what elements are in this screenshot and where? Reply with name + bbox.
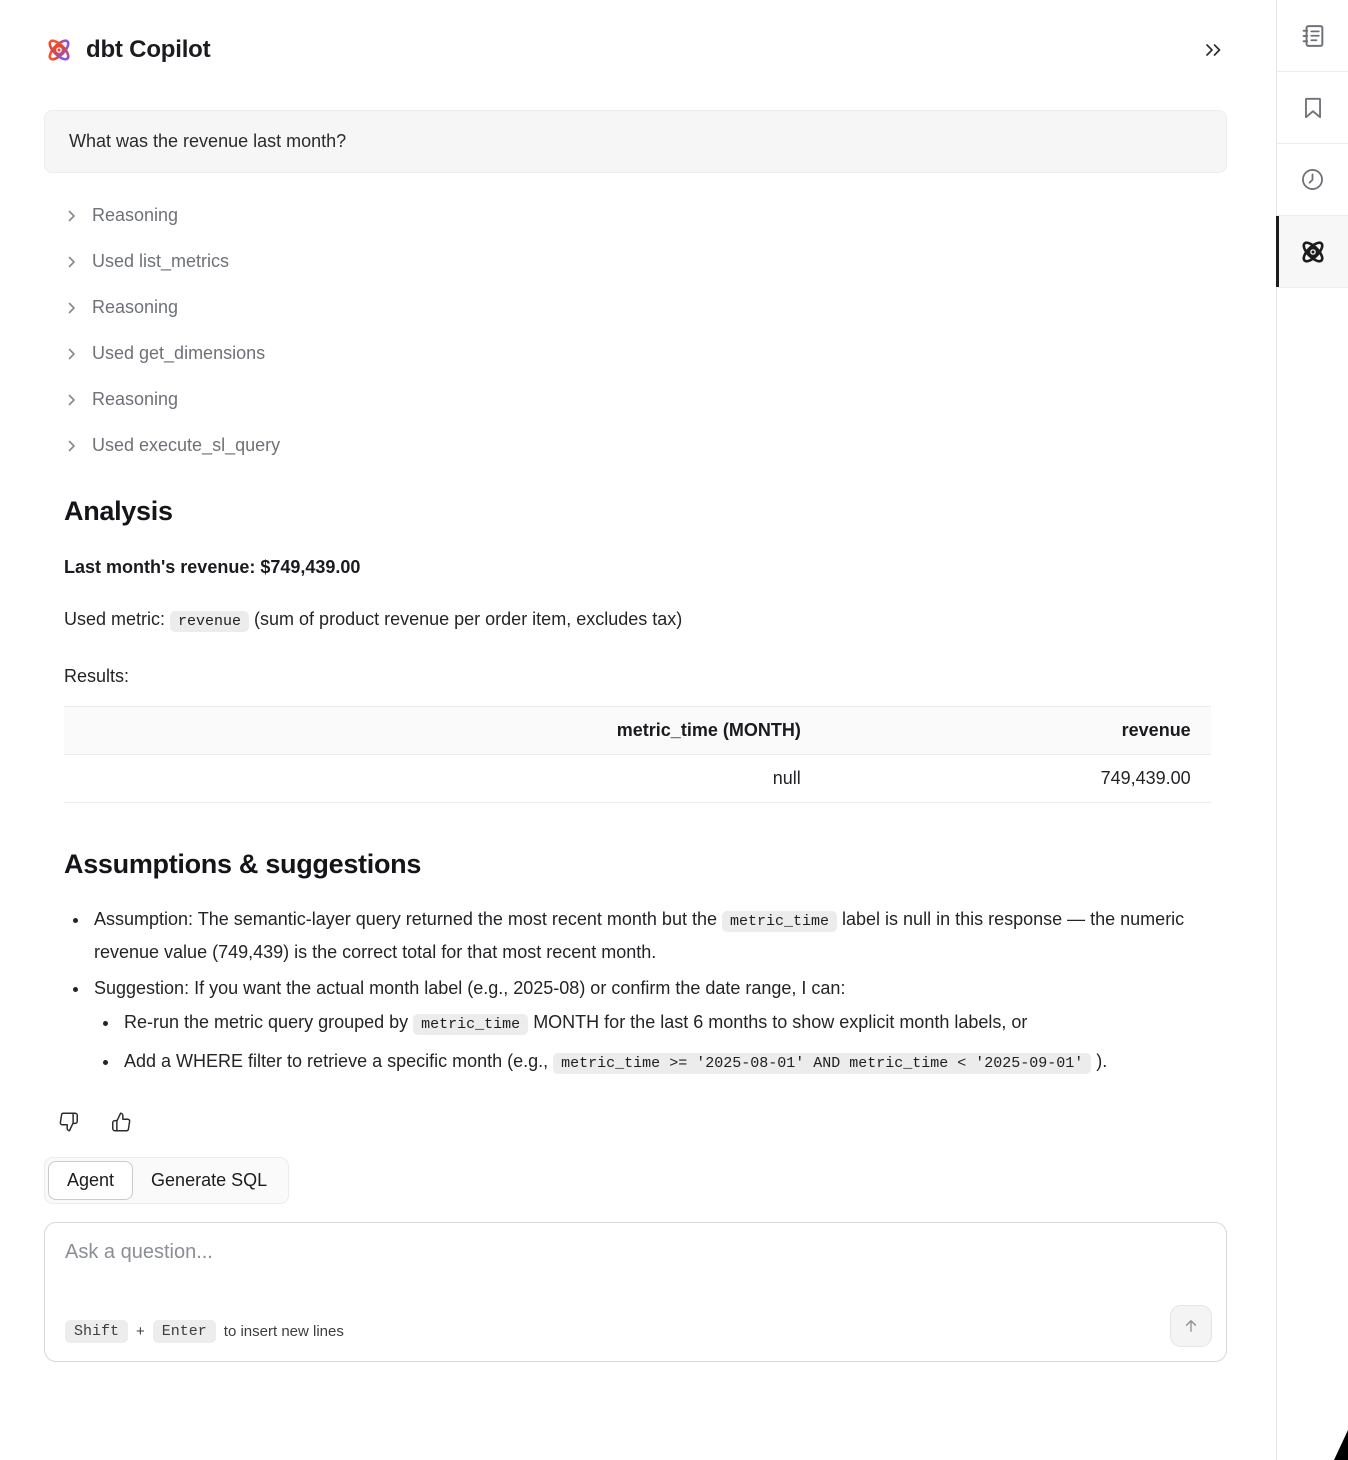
submit-question-button[interactable] — [1170, 1305, 1212, 1347]
step-reasoning-2[interactable] — [66, 297, 1227, 318]
step-label: Reasoning — [92, 389, 179, 409]
results-label: Results: — [64, 666, 130, 686]
history-clock-icon — [1299, 166, 1326, 193]
step-label: Used list_metrics — [92, 251, 230, 271]
rail-bookmark-button[interactable] — [1277, 72, 1348, 144]
suggestion-sub-item: • Add a WHERE filter to retrieve a specific month (e.g., metric_time >= '2025-08-01' AND metric_time < '2025-09-01' ). — [120, 1046, 1227, 1079]
enter-key-chip: Enter — [153, 1320, 216, 1343]
mode-generate-sql-button[interactable]: Generate SQL — [133, 1161, 285, 1200]
chevron-right-icon — [66, 302, 78, 314]
step-label: Reasoning — [92, 205, 179, 225]
notebook-list-icon — [1299, 22, 1327, 50]
revenue-summary-line: Last month's revenue: $749,439.00 — [64, 557, 361, 577]
collapse-panel-button[interactable] — [1199, 36, 1227, 64]
used-metric-line: Used metric: revenue (sum of product revenue per order item, excludes tax) — [64, 609, 683, 630]
analysis-heading: Analysis — [64, 496, 173, 526]
chevron-right-icon — [66, 256, 78, 268]
question-composer — [44, 1222, 1227, 1362]
assumptions-heading: Assumptions & suggestions — [64, 849, 422, 879]
cell-revenue: 749,439.00 — [821, 755, 1211, 803]
chevron-right-icon — [66, 210, 78, 222]
right-icon-rail — [1276, 0, 1348, 1460]
results-table-header-row — [64, 707, 1211, 755]
suggestion-sublist — [120, 1007, 1227, 1079]
rail-notebook-button[interactable] — [1277, 0, 1348, 72]
chevron-right-icon — [66, 440, 78, 452]
assumption-item: • Assumption: The semantic-layer query returned the most recent month but the metric_time label is null in this response — the numeric revenue value (749,439) is the correct total for that most recent month. — [90, 904, 1227, 967]
step-reasoning-1[interactable] — [66, 205, 1227, 226]
step-label: Used execute_sl_query — [92, 435, 281, 455]
table-row — [64, 755, 1211, 803]
results-table — [64, 706, 1211, 803]
feedback-row — [58, 1111, 1227, 1133]
suggestion-sub-item: • Re-run the metric query grouped by metric_time MONTH for the last 6 months to show explicit month labels, or — [120, 1007, 1227, 1040]
panel-title: dbt Copilot — [86, 36, 211, 63]
column-header-metric-time: metric_time (MONTH) — [64, 707, 821, 755]
step-used-get-dimensions[interactable] — [66, 343, 1227, 364]
suggestion-intro: Suggestion: If you want the actual month label (e.g., 2025-08) or confirm the date range, I can: — [94, 978, 846, 998]
column-header-revenue: revenue — [821, 707, 1211, 755]
hint-text: to insert new lines — [223, 1323, 344, 1340]
double-chevron-right-icon — [1205, 43, 1222, 57]
step-used-execute-sl-query[interactable] — [66, 435, 1227, 456]
analysis-section — [64, 496, 1227, 1079]
composer-hint — [65, 1320, 344, 1343]
dbt-logo-icon — [1298, 237, 1328, 267]
cell-metric-time: null — [64, 755, 821, 803]
step-label: Used get_dimensions — [92, 343, 266, 363]
plus-sign: + — [136, 1323, 145, 1340]
arrow-up-icon — [1182, 1317, 1200, 1335]
suggestion-item — [90, 973, 1227, 1079]
ask-question-input[interactable] — [65, 1241, 1206, 1297]
chevron-right-icon — [66, 348, 78, 360]
panel-header — [44, 32, 1227, 68]
step-reasoning-3[interactable] — [66, 389, 1227, 410]
assumptions-list — [90, 904, 1227, 1079]
thumbs-up-button[interactable] — [110, 1111, 132, 1133]
dbt-copilot-logo-icon — [44, 35, 74, 65]
bookmark-icon — [1300, 95, 1326, 121]
rail-history-button[interactable] — [1277, 144, 1348, 216]
thumbs-down-button[interactable] — [58, 1111, 80, 1133]
agent-steps-list — [66, 205, 1227, 456]
mode-toggle — [44, 1157, 289, 1204]
user-question-bubble: What was the revenue last month? — [44, 110, 1227, 173]
step-label: Reasoning — [92, 297, 179, 317]
thumbs-up-icon — [110, 1111, 132, 1133]
step-used-list-metrics[interactable] — [66, 251, 1227, 272]
shift-key-chip: Shift — [65, 1320, 128, 1343]
thumbs-down-icon — [58, 1111, 80, 1133]
mode-agent-button[interactable]: Agent — [48, 1161, 133, 1200]
chevron-right-icon — [66, 394, 78, 406]
rail-dbt-copilot-button[interactable] — [1277, 216, 1348, 288]
